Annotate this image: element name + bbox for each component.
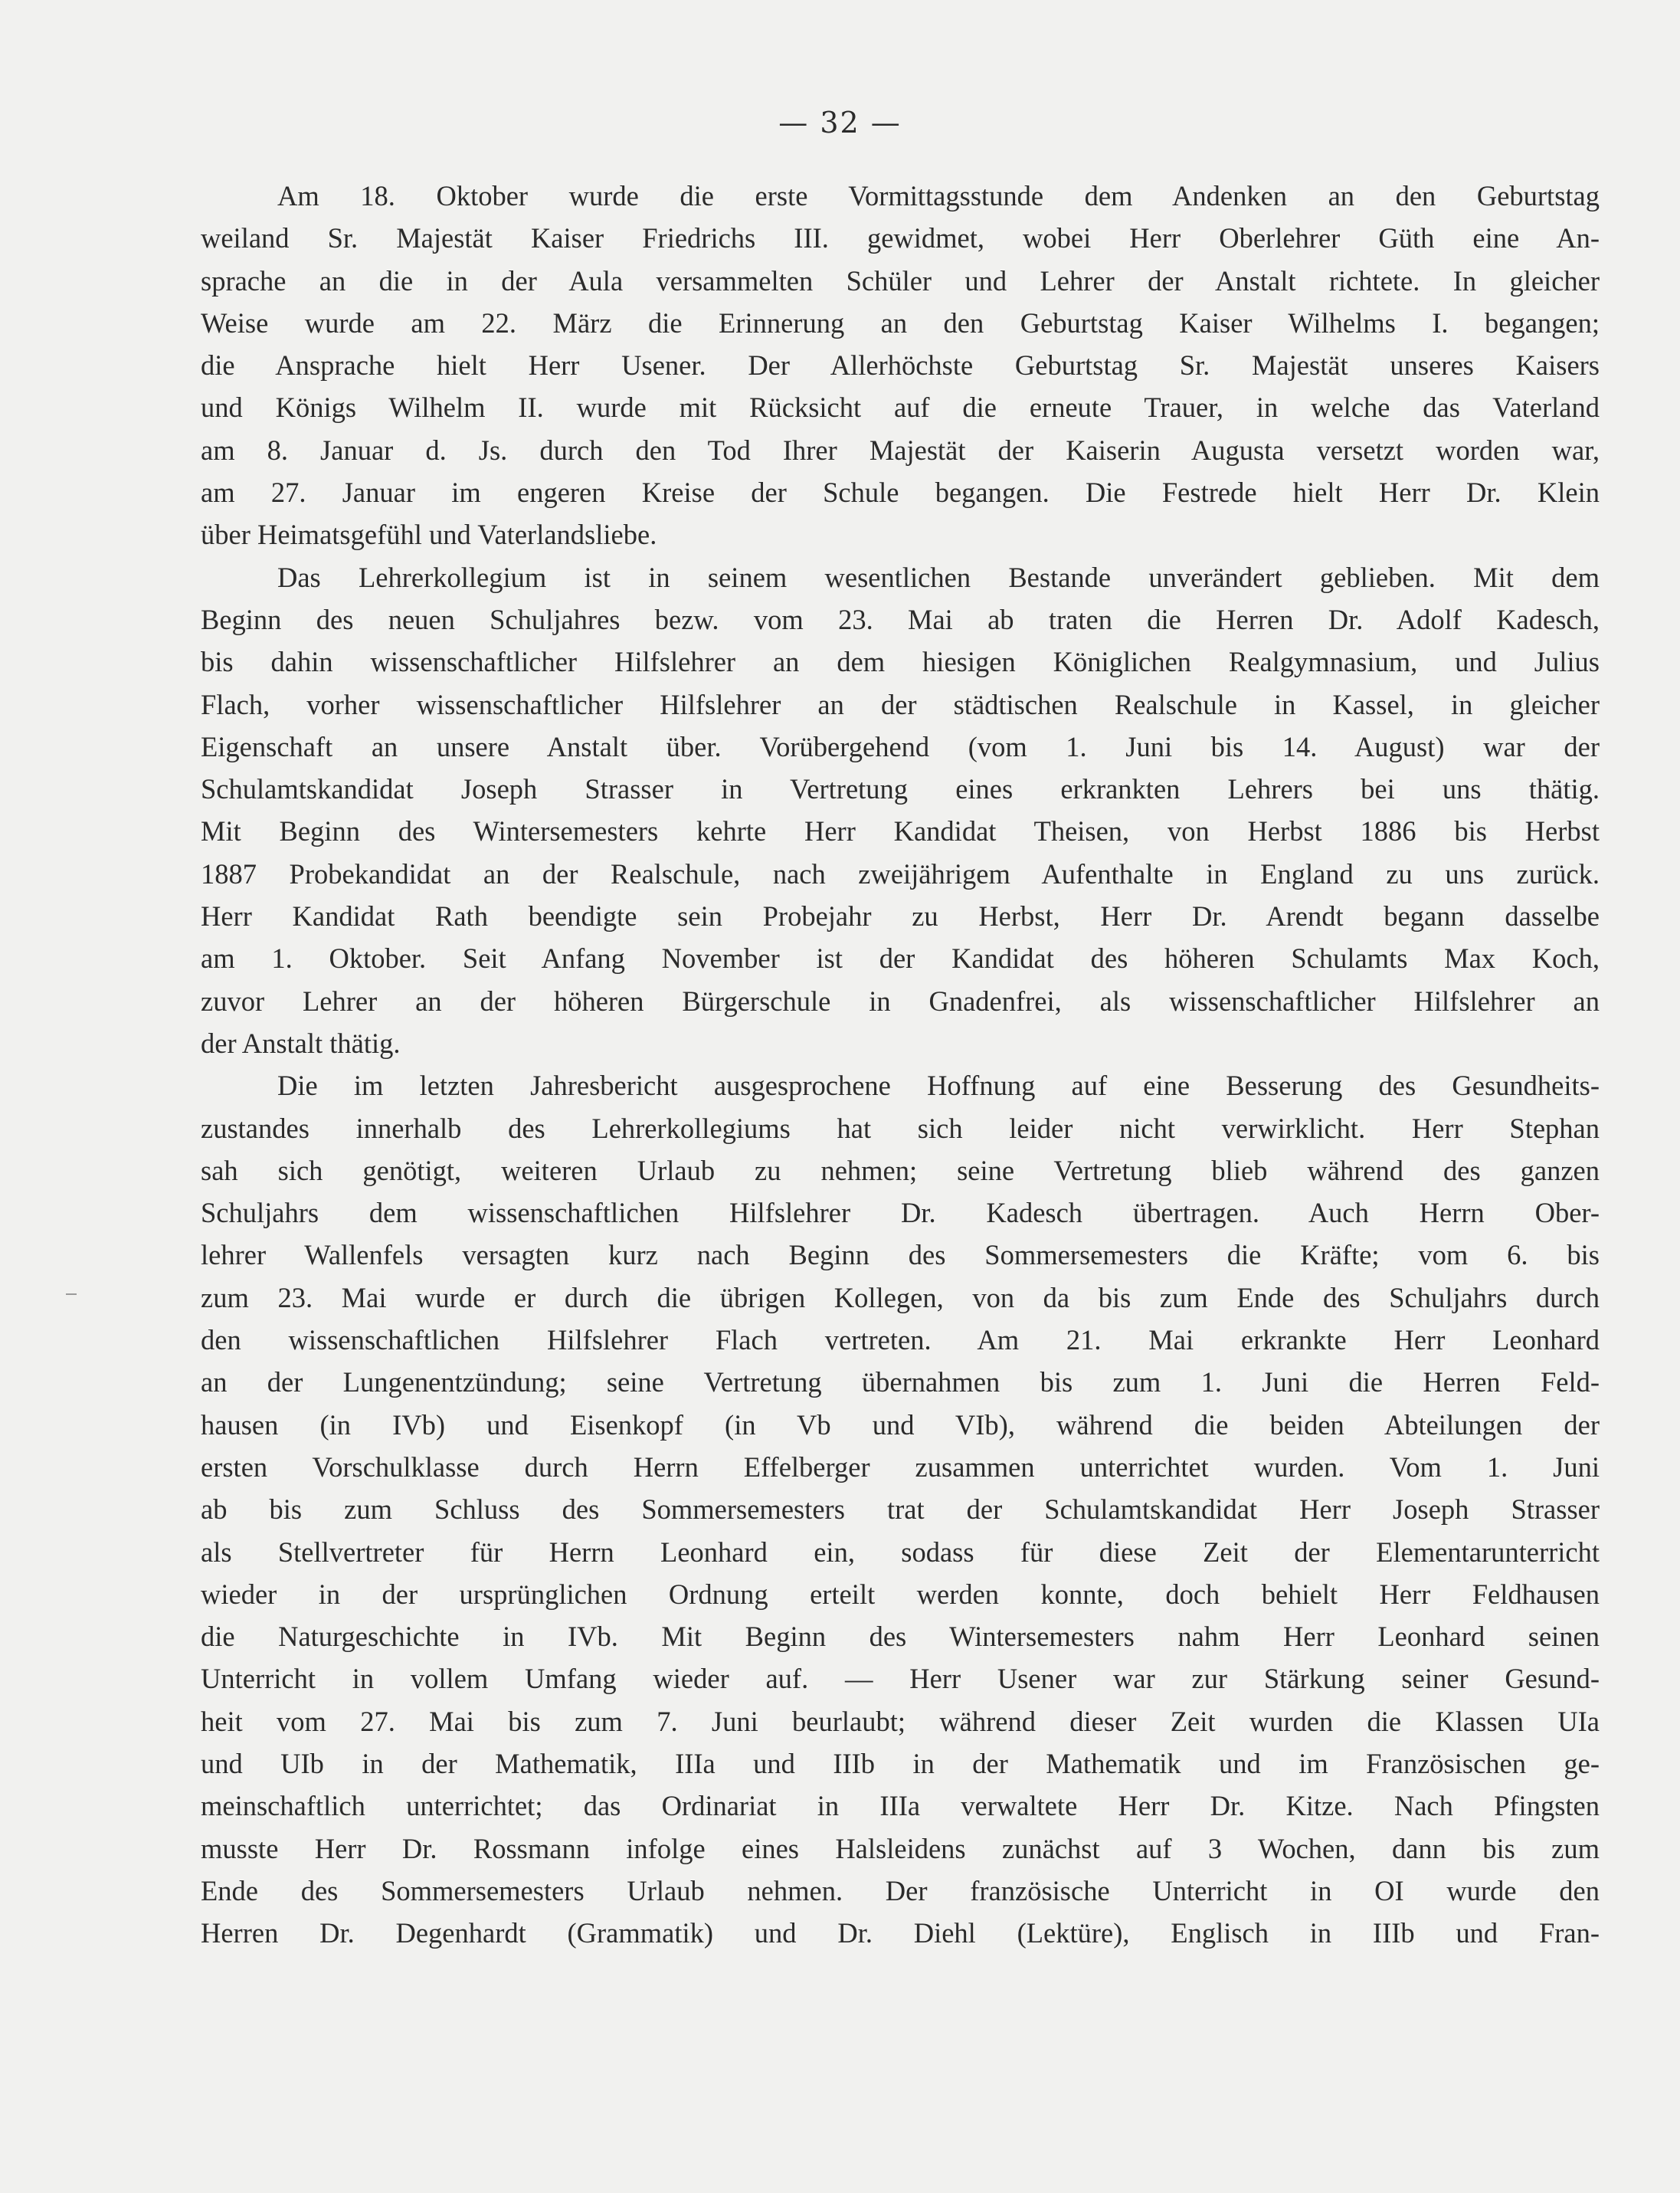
body-text <box>201 175 1600 1954</box>
text-line: Schuljahrs dem wissenschaftlichen Hilfslehrer Dr. Kadesch übertragen. Auch Herrn Ober- <box>201 1197 1600 1229</box>
text-line: lehrer Wallenfels versagten kurz nach Beginn des Sommersemesters die Kräfte; vom 6. bis <box>201 1239 1600 1271</box>
text-line: am 1. Oktober. Seit Anfang November ist der Kandidat des höheren Schulamts Max Koch, <box>201 942 1600 975</box>
text-line: wieder in der ursprünglichen Ordnung erteilt werden konnte, doch behielt Herr Feldhausen <box>201 1578 1600 1610</box>
text-line: Weise wurde am 22. März die Erinnerung an den Geburtstag Kaiser Wilhelms I. begangen; <box>201 306 1600 339</box>
text-line: die Ansprache hielt Herr Usener. Der Allerhöchste Geburtstag Sr. Majestät unseres Kaisers <box>201 349 1600 382</box>
text-line: Am 18. Oktober wurde die erste Vormittagsstunde dem Andenken an den Geburtstag <box>277 180 1600 211</box>
text-line: meinschaftlich unterrichtet; das Ordinariat in IIIa verwaltete Herr Dr. Kitze. Nach Pfingsten <box>201 1790 1600 1822</box>
text-line: und UIb in der Mathematik, IIIa und IIIb in der Mathematik und im Französischen ge- <box>201 1747 1600 1779</box>
text-line: bis dahin wissenschaftlicher Hilfslehrer an dem hiesigen Königlichen Realgymnasium, und Julius <box>201 646 1600 678</box>
text-line: und Königs Wilhelm II. wurde mit Rücksicht auf die erneute Trauer, in welche das Vaterland <box>201 392 1600 424</box>
text-line: über Heimatsgefühl und Vaterlandsliebe. <box>201 519 657 551</box>
text-line: Herr Kandidat Rath beendigte sein Probejahr zu Herbst, Herr Dr. Arendt begann dasselbe <box>201 900 1600 933</box>
paragraph-teaching-staff <box>201 556 1600 1065</box>
text-line: als Stellvertreter für Herrn Leonhard ein, sodass für diese Zeit der Elementarunterricht <box>201 1536 1600 1568</box>
text-line: Eigenschaft an unsere Anstalt über. Vorübergehend (vom 1. Juni bis 14. August) war der <box>201 730 1600 762</box>
text-line: hausen (in IVb) und Eisenkopf (in Vb und VIb), während die beiden Abteilungen der <box>201 1408 1600 1441</box>
text-line: Die im letzten Jahresbericht ausgesprochene Hoffnung auf eine Besserung des Gesundheits- <box>277 1070 1600 1102</box>
text-line: sprache an die in der Aula versammelten Schüler und Lehrer der Anstalt richtete. In gleicher <box>201 264 1600 297</box>
text-line: ersten Vorschulklasse durch Herrn Effelberger zusammen unterrichtet wurden. Vom 1. Juni <box>201 1451 1600 1483</box>
margin-mark <box>66 1293 77 1295</box>
text-line: die Naturgeschichte in IVb. Mit Beginn des Wintersemesters nahm Herr Leonhard seinen <box>201 1621 1600 1653</box>
text-line: Schulamtskandidat Joseph Strasser in Vertretung eines erkrankten Lehrers bei uns thätig. <box>201 773 1600 805</box>
text-line: Beginn des neuen Schuljahres bezw. vom 23. Mai ab traten die Herren Dr. Adolf Kadesch, <box>201 603 1600 635</box>
text-line: zuvor Lehrer an der höheren Bürgerschule in Gnadenfrei, als wissenschaftlicher Hilfslehrer an <box>201 985 1600 1017</box>
paragraph-anniversaries <box>201 175 1600 556</box>
text-line: am 8. Januar d. Js. durch den Tod Ihrer Majestät der Kaiserin Augusta versetzt worden war, <box>201 434 1600 466</box>
text-line: heit vom 27. Mai bis zum 7. Juni beurlaubt; während dieser Zeit wurden die Klassen UIa <box>201 1705 1600 1737</box>
text-line: ab bis zum Schluss des Sommersemesters trat der Schulamtskandidat Herr Joseph Strasser <box>201 1493 1600 1526</box>
page-number: — 32 — <box>778 106 902 139</box>
text-line: 1887 Probekandidat an der Realschule, nach zweijährigem Aufenthalte in England zu uns zurück. <box>201 857 1600 890</box>
text-line: zustandes innerhalb des Lehrerkollegiums hat sich leider nicht verwirklicht. Herr Stephan <box>201 1112 1600 1144</box>
text-line: Mit Beginn des Wintersemesters kehrte Herr Kandidat Theisen, von Herbst 1886 bis Herbst <box>201 815 1600 847</box>
text-line: sah sich genötigt, weiteren Urlaub zu nehmen; seine Vertretung blieb während des ganzen <box>201 1154 1600 1186</box>
text-line: weiland Sr. Majestät Kaiser Friedrichs III. gewidmet, wobei Herr Oberlehrer Güth eine An- <box>201 222 1600 254</box>
text-line: Unterricht in vollem Umfang wieder auf. — Herr Usener war zur Stärkung seiner Gesund- <box>201 1663 1600 1695</box>
text-line: Flach, vorher wissenschaftlicher Hilfslehrer an der städtischen Realschule in Kassel, in gleicher <box>201 688 1600 720</box>
text-line: Das Lehrerkollegium ist in seinem wesentlichen Bestande unverändert geblieben. Mit dem <box>277 561 1600 593</box>
text-line: den wissenschaftlichen Hilfslehrer Flach vertreten. Am 21. Mai erkrankte Herr Leonhard <box>201 1324 1600 1356</box>
text-line: musste Herr Dr. Rossmann infolge eines Halsleidens zunächst auf 3 Wochen, dann bis zum <box>201 1832 1600 1864</box>
text-line: an der Lungenentzündung; seine Vertretung übernahmen bis zum 1. Juni die Herren Feld- <box>201 1366 1600 1398</box>
text-line: Ende des Sommersemesters Urlaub nehmen. Der französische Unterricht in OI wurde den <box>201 1874 1600 1906</box>
text-line: am 27. Januar im engeren Kreise der Schule begangen. Die Festrede hielt Herr Dr. Klein <box>201 477 1600 509</box>
paragraph-health <box>201 1064 1600 1954</box>
text-line: der Anstalt thätig. <box>201 1027 401 1059</box>
text-line: zum 23. Mai wurde er durch die übrigen Kollegen, von da bis zum Ende des Schuljahrs durch <box>201 1281 1600 1313</box>
text-line: Herren Dr. Degenhardt (Grammatik) und Dr. Diehl (Lektüre), Englisch in IIIb und Fran- <box>201 1917 1600 1949</box>
